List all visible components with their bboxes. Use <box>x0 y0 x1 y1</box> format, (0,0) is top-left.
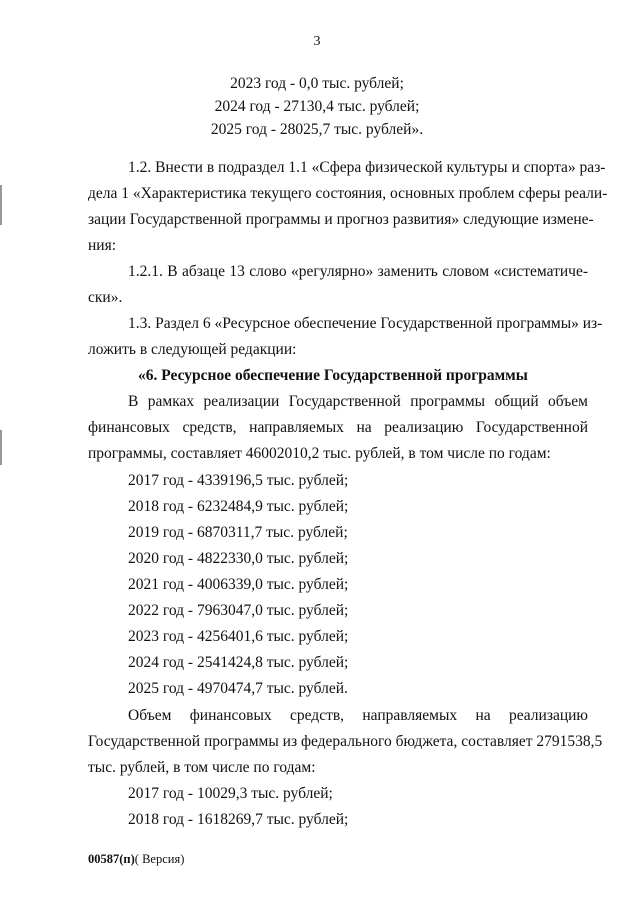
year-line: 2018 год - 6232484,9 тыс. рублей; <box>128 498 349 515</box>
top-line: 2023 год - 0,0 тыс. рублей; <box>230 75 404 92</box>
scan-margin-mark <box>0 430 2 465</box>
year-line: 2017 год - 10029,3 тыс. рублей; <box>128 785 333 802</box>
paragraph-line: ски». <box>88 289 123 306</box>
year-line: 2019 год - 6870311,7 тыс. рублей; <box>128 524 348 541</box>
year-line: 2024 год - 2541424,8 тыс. рублей; <box>128 654 349 671</box>
top-line: 2025 год - 28025,7 тыс. рублей». <box>210 121 424 138</box>
document-version: ( Версия) <box>134 852 185 866</box>
paragraph-line: 1.2.1. В абзаце 13 слово «регулярно» заменить словом «систематиче- <box>128 263 588 280</box>
paragraph-line: В рамках реализации Государственной программы общий объем <box>128 393 588 410</box>
year-line: 2020 год - 4822330,0 тыс. рублей; <box>128 550 349 567</box>
top-line: 2024 год - 27130,4 тыс. рублей; <box>214 98 420 115</box>
page-number: 3 <box>313 34 321 49</box>
paragraph-line: дела 1 «Характеристика текущего состояния, основных проблем сферы реали- <box>88 185 608 202</box>
year-line: 2017 год - 4339196,5 тыс. рублей; <box>128 472 349 489</box>
paragraph-line: программы, составляет 46002010,2 тыс. рублей, в том числе по годам: <box>88 445 551 462</box>
paragraph-line: финансовых средств, направляемых на реализацию Государственной <box>88 419 588 436</box>
year-line: 2018 год - 1618269,7 тыс. рублей; <box>128 811 349 828</box>
paragraph-line: ложить в следующей редакции: <box>88 341 297 358</box>
document-code: 00587(п) <box>88 852 135 866</box>
section-heading: «6. Ресурсное обеспечение Государственной программы <box>138 367 528 384</box>
paragraph-line: Государственной программы из федерального бюджета, составляет 2791538,5 <box>88 733 603 750</box>
document-footer <box>88 852 184 867</box>
paragraph-line: зации Государственной программы и прогноз развития» следующие измене- <box>88 211 594 228</box>
year-line: 2021 год - 4006339,0 тыс. рублей; <box>128 576 349 593</box>
paragraph-line: 1.3. Раздел 6 «Ресурсное обеспечение Государственной программы» из- <box>128 315 603 332</box>
year-line: 2022 год - 7963047,0 тыс. рублей; <box>128 602 349 619</box>
year-line: 2023 год - 4256401,6 тыс. рублей; <box>128 628 349 645</box>
paragraph-line: ния: <box>88 237 117 254</box>
paragraph-line: тыс. рублей, в том числе по годам: <box>88 759 316 776</box>
paragraph-line: 1.2. Внести в подраздел 1.1 «Сфера физической культуры и спорта» раз- <box>128 159 606 176</box>
year-line: 2025 год - 4970474,7 тыс. рублей. <box>128 680 348 697</box>
paragraph-line: Объем финансовых средств, направляемых на реализацию <box>128 707 588 724</box>
scan-margin-mark <box>0 185 2 225</box>
